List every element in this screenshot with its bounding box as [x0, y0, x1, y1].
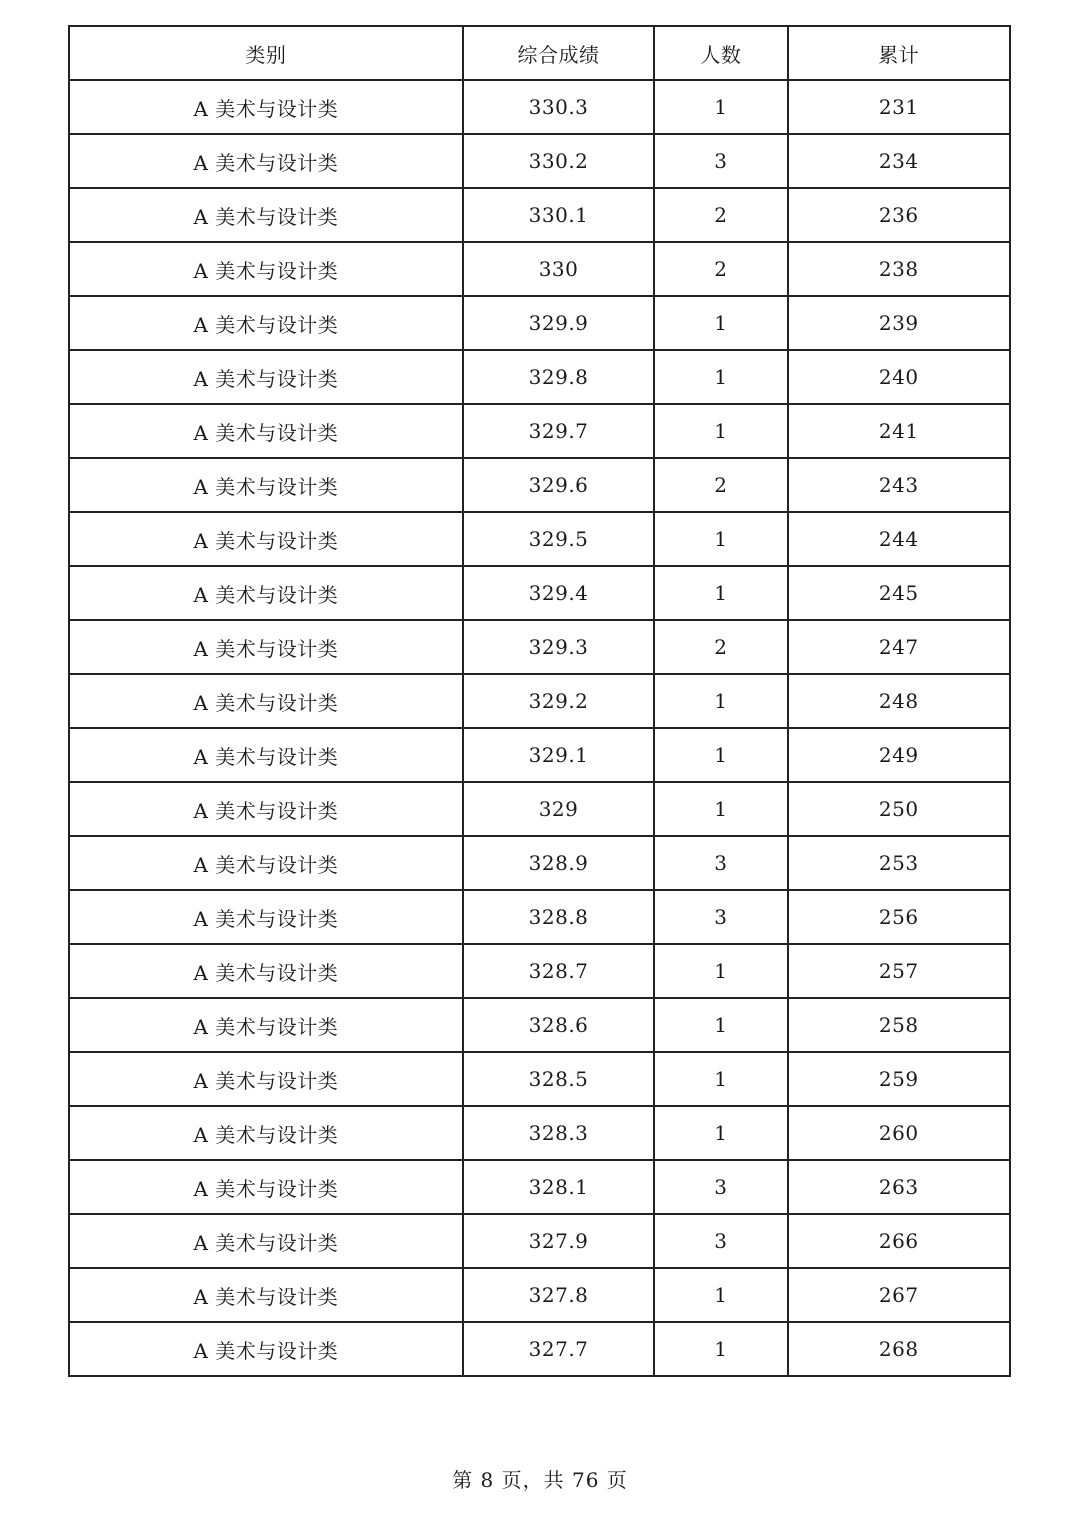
cell-count: 3: [654, 1160, 787, 1214]
cell-category: A 美术与设计类: [69, 998, 463, 1052]
cell-score: 328.1: [463, 1160, 654, 1214]
cell-count: 1: [654, 944, 787, 998]
header-count: 人数: [654, 26, 787, 80]
cell-category: A 美术与设计类: [69, 80, 463, 134]
table-row: [69, 404, 1010, 458]
cell-score: 330: [463, 242, 654, 296]
table-row: [69, 1214, 1010, 1268]
cell-category: A 美术与设计类: [69, 620, 463, 674]
table-row: [69, 836, 1010, 890]
table-row: [69, 944, 1010, 998]
cell-category: A 美术与设计类: [69, 350, 463, 404]
cell-count: 1: [654, 1106, 787, 1160]
cell-count: 3: [654, 134, 787, 188]
table-row: [69, 296, 1010, 350]
cell-category: A 美术与设计类: [69, 1052, 463, 1106]
cell-category: A 美术与设计类: [69, 674, 463, 728]
cell-cumulative: 231: [788, 80, 1010, 134]
cell-cumulative: 243: [788, 458, 1010, 512]
table-header: [69, 26, 1010, 80]
cell-category: A 美术与设计类: [69, 944, 463, 998]
cell-cumulative: 236: [788, 188, 1010, 242]
cell-score: 329.1: [463, 728, 654, 782]
table-row: [69, 620, 1010, 674]
cell-count: 1: [654, 1322, 787, 1376]
cell-cumulative: 267: [788, 1268, 1010, 1322]
cell-count: 1: [654, 674, 787, 728]
cell-cumulative: 258: [788, 998, 1010, 1052]
cell-score: 330.1: [463, 188, 654, 242]
cell-count: 1: [654, 998, 787, 1052]
cell-cumulative: 256: [788, 890, 1010, 944]
cell-category: A 美术与设计类: [69, 1214, 463, 1268]
table-row: [69, 134, 1010, 188]
cell-score: 328.6: [463, 998, 654, 1052]
cell-count: 1: [654, 512, 787, 566]
cell-cumulative: 263: [788, 1160, 1010, 1214]
cell-cumulative: 268: [788, 1322, 1010, 1376]
cell-count: 1: [654, 1052, 787, 1106]
score-table: [68, 25, 1011, 1377]
table-row: [69, 458, 1010, 512]
cell-score: 328.5: [463, 1052, 654, 1106]
cell-category: A 美术与设计类: [69, 1106, 463, 1160]
header-score: 综合成绩: [463, 26, 654, 80]
table-row: [69, 728, 1010, 782]
cell-score: 329.2: [463, 674, 654, 728]
cell-category: A 美术与设计类: [69, 1160, 463, 1214]
cell-count: 1: [654, 296, 787, 350]
cell-count: 1: [654, 1268, 787, 1322]
table-row: [69, 512, 1010, 566]
cell-score: 327.9: [463, 1214, 654, 1268]
cell-score: 330.3: [463, 80, 654, 134]
cell-cumulative: 244: [788, 512, 1010, 566]
cell-cumulative: 248: [788, 674, 1010, 728]
cell-score: 329.8: [463, 350, 654, 404]
cell-category: A 美术与设计类: [69, 836, 463, 890]
table-row: [69, 1268, 1010, 1322]
page-number: 第 8 页，共 76 页: [452, 1468, 628, 1492]
cell-score: 329.4: [463, 566, 654, 620]
cell-cumulative: 245: [788, 566, 1010, 620]
cell-category: A 美术与设计类: [69, 782, 463, 836]
table-row: [69, 1160, 1010, 1214]
cell-count: 1: [654, 404, 787, 458]
cell-score: 328.9: [463, 836, 654, 890]
table-body: [69, 80, 1010, 1376]
cell-category: A 美术与设计类: [69, 512, 463, 566]
cell-count: 1: [654, 728, 787, 782]
cell-score: 327.7: [463, 1322, 654, 1376]
cell-cumulative: 257: [788, 944, 1010, 998]
cell-category: A 美术与设计类: [69, 404, 463, 458]
cell-category: A 美术与设计类: [69, 728, 463, 782]
table-row: [69, 1322, 1010, 1376]
cell-count: 2: [654, 620, 787, 674]
cell-count: 1: [654, 782, 787, 836]
cell-cumulative: 249: [788, 728, 1010, 782]
cell-score: 329.6: [463, 458, 654, 512]
cell-category: A 美术与设计类: [69, 296, 463, 350]
table-row: [69, 350, 1010, 404]
cell-count: 3: [654, 890, 787, 944]
cell-count: 1: [654, 80, 787, 134]
cell-score: 329.3: [463, 620, 654, 674]
cell-count: 3: [654, 1214, 787, 1268]
cell-category: A 美术与设计类: [69, 134, 463, 188]
cell-category: A 美术与设计类: [69, 1322, 463, 1376]
cell-cumulative: 260: [788, 1106, 1010, 1160]
cell-cumulative: 259: [788, 1052, 1010, 1106]
header-cumulative: 累计: [788, 26, 1010, 80]
cell-count: 2: [654, 458, 787, 512]
cell-category: A 美术与设计类: [69, 188, 463, 242]
header-category: 类别: [69, 26, 463, 80]
cell-cumulative: 241: [788, 404, 1010, 458]
table-row: [69, 566, 1010, 620]
cell-count: 3: [654, 836, 787, 890]
cell-category: A 美术与设计类: [69, 566, 463, 620]
cell-score: 327.8: [463, 1268, 654, 1322]
cell-category: A 美术与设计类: [69, 1268, 463, 1322]
cell-score: 329.5: [463, 512, 654, 566]
cell-score: 330.2: [463, 134, 654, 188]
cell-cumulative: 253: [788, 836, 1010, 890]
table-row: [69, 890, 1010, 944]
cell-score: 328.7: [463, 944, 654, 998]
header-row: [69, 26, 1010, 80]
cell-score: 329.7: [463, 404, 654, 458]
table-row: [69, 1106, 1010, 1160]
cell-cumulative: 247: [788, 620, 1010, 674]
cell-cumulative: 239: [788, 296, 1010, 350]
table-row: [69, 188, 1010, 242]
cell-count: 2: [654, 242, 787, 296]
cell-count: 1: [654, 566, 787, 620]
cell-category: A 美术与设计类: [69, 458, 463, 512]
cell-cumulative: 250: [788, 782, 1010, 836]
cell-score: 328.8: [463, 890, 654, 944]
table-row: [69, 242, 1010, 296]
table-row: [69, 80, 1010, 134]
cell-cumulative: 240: [788, 350, 1010, 404]
table-row: [69, 674, 1010, 728]
table-row: [69, 1052, 1010, 1106]
cell-count: 2: [654, 188, 787, 242]
cell-category: A 美术与设计类: [69, 890, 463, 944]
cell-cumulative: 238: [788, 242, 1010, 296]
cell-category: A 美术与设计类: [69, 242, 463, 296]
cell-score: 328.3: [463, 1106, 654, 1160]
cell-count: 1: [654, 350, 787, 404]
table-row: [69, 998, 1010, 1052]
cell-cumulative: 266: [788, 1214, 1010, 1268]
table-row: [69, 782, 1010, 836]
cell-score: 329.9: [463, 296, 654, 350]
cell-cumulative: 234: [788, 134, 1010, 188]
cell-score: 329: [463, 782, 654, 836]
